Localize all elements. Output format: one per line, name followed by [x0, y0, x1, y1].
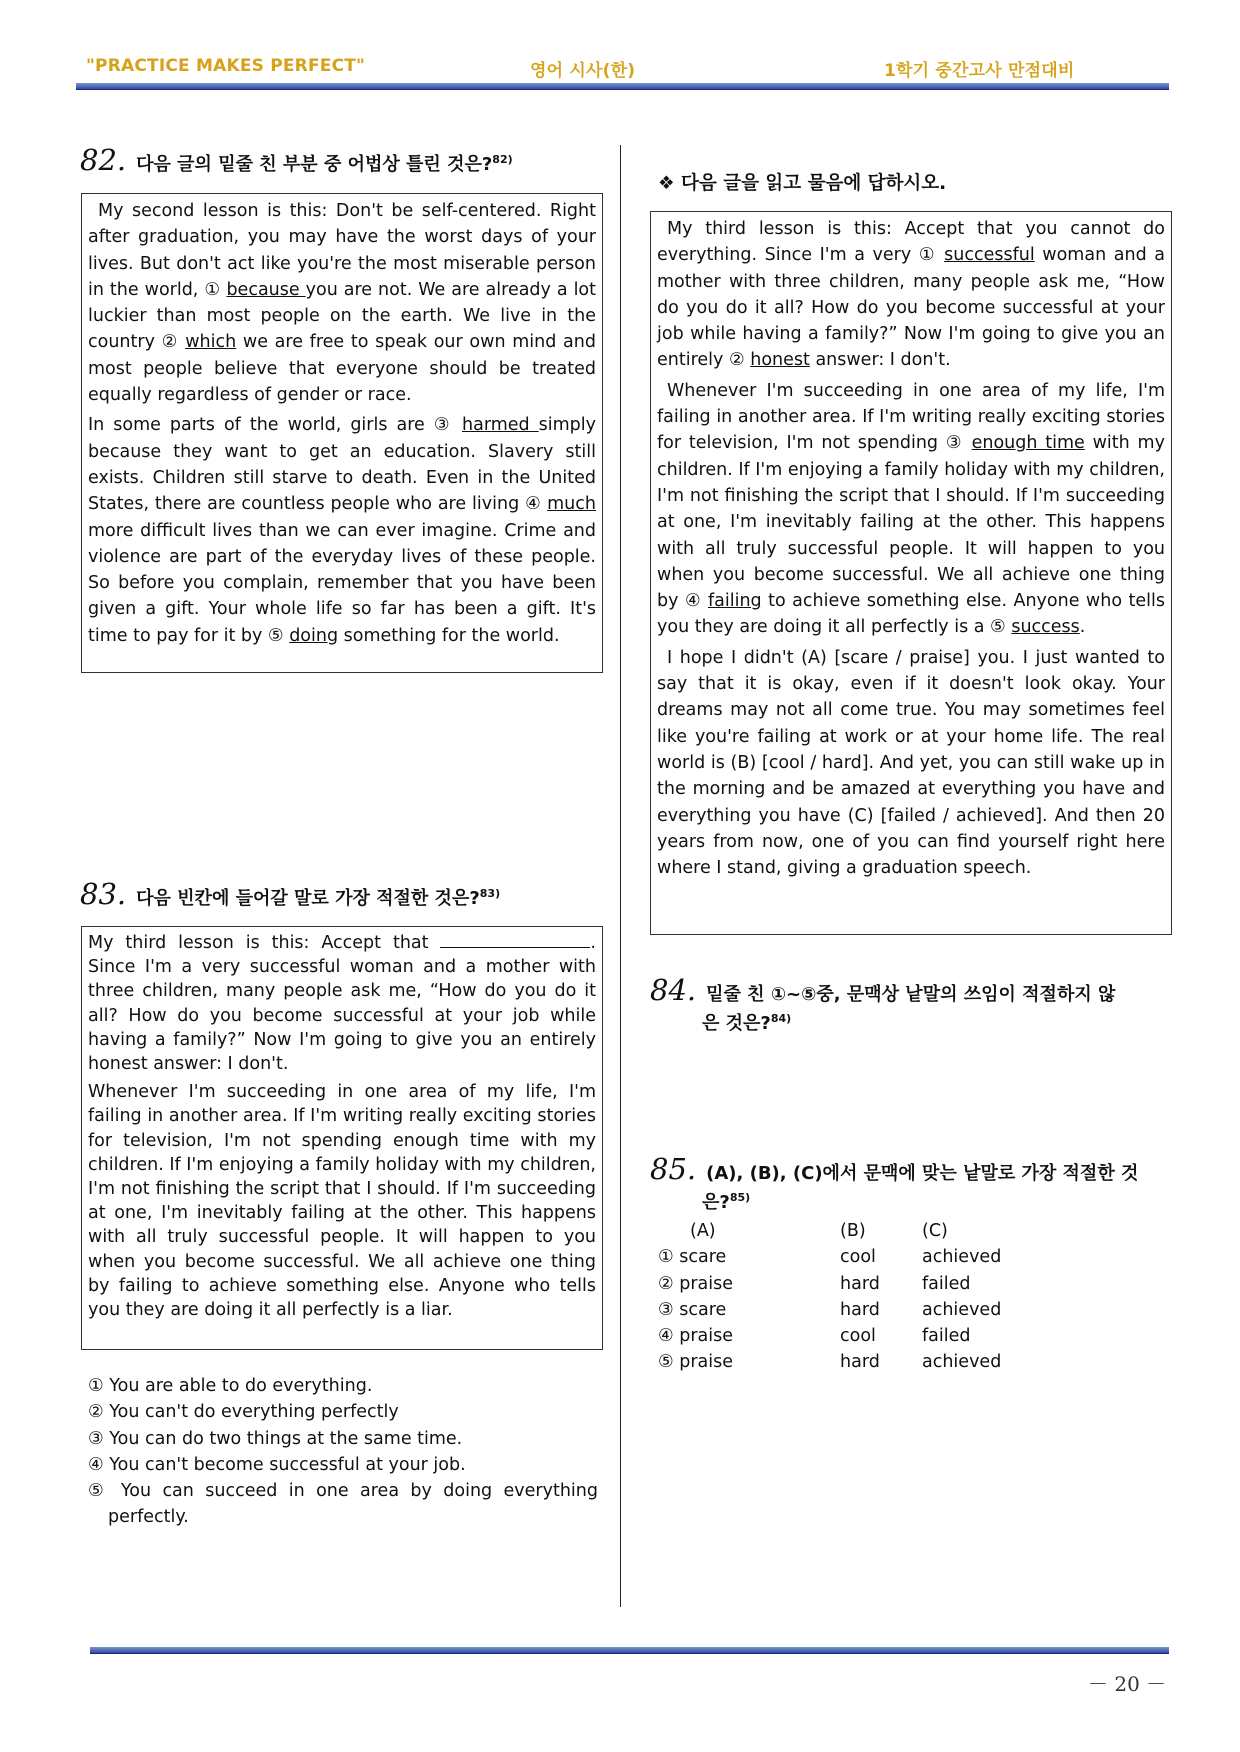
- row2-a: ② praise: [658, 1273, 734, 1294]
- q85-row-3[interactable]: [658, 1297, 1001, 1323]
- q85-row-4[interactable]: [658, 1323, 1001, 1349]
- answer-blank: [440, 931, 590, 948]
- row2-b: hard: [840, 1273, 880, 1294]
- underline-honest: honest: [750, 350, 810, 371]
- shared-paragraph-1: My third lesson is this: Accept that you cannot do everything. Since I'm a very ① successful woman and a mother with three children, many people ask me, “How do you do it all? How do you become successful at your job while having a family?” Now I'm going to give you an entirely ② honest answer: I don't.: [657, 219, 1165, 371]
- header-rule: [76, 83, 1169, 90]
- q83-choice-4[interactable]: ④ You can't become successful at your job.: [88, 1454, 466, 1475]
- q85-heading: [650, 1152, 1170, 1215]
- underline-failing: failing: [708, 591, 762, 612]
- q83-passage: [81, 926, 603, 1350]
- underline-which: which: [185, 332, 237, 353]
- row1-b: cool: [840, 1247, 876, 1268]
- footer-rule: [90, 1647, 1169, 1654]
- q82-passage: [81, 193, 603, 673]
- marker-1: ①: [918, 245, 937, 266]
- page-number: － 20 －: [1088, 1672, 1167, 1696]
- row3-b: hard: [840, 1299, 880, 1320]
- header-a: (A): [690, 1221, 716, 1241]
- marker-5: ⑤: [267, 625, 284, 646]
- q85-table-header: [658, 1218, 1001, 1244]
- q85-row-2[interactable]: [658, 1271, 1001, 1297]
- row1-c: achieved: [922, 1247, 1002, 1268]
- q83-choices: [88, 1373, 598, 1531]
- header-b: (B): [840, 1221, 866, 1241]
- q85-question-line2: 은?: [702, 1192, 730, 1213]
- marker-2: ②: [161, 332, 179, 353]
- q82-number: 82.: [80, 143, 127, 177]
- marker-3: ③: [945, 433, 964, 454]
- marker-4: ④: [525, 494, 542, 515]
- header-right: 1학기 중간고사 만점대비: [884, 61, 1075, 81]
- row5-c: achieved: [922, 1352, 1002, 1373]
- row4-b: cool: [840, 1326, 876, 1347]
- underline-harmed: harmed: [462, 415, 539, 436]
- row4-c: failed: [922, 1326, 971, 1347]
- q85-row-5[interactable]: [658, 1349, 1001, 1375]
- header-c: (C): [922, 1221, 948, 1241]
- q83-choice-5[interactable]: ⑤ You can succeed in one area by doing everything perfectly.: [88, 1481, 598, 1528]
- marker-1: ①: [204, 279, 221, 300]
- q85-question-line1: (A), (B), (C)에서 문맥에 맞는 낱말로 가장 적절한 것: [706, 1163, 1139, 1184]
- underline-much: much: [547, 494, 596, 515]
- passage-instruction: ❖ 다음 글을 읽고 물음에 답하시오.: [658, 173, 947, 194]
- shared-paragraph-2: Whenever I'm succeeding in one area of my life, I'm failing in another area. If I'm writing really exciting stories for television, I'm not spending ③ enough time with my children. If I'm enjoying a family holiday with my children, I'm not finishing the script that I should. If I'm succeeding at one, I'm inevitably failing at the other. This happens with all truly successful people. It will happen to you when you become successful. We all achieve one thing by ④ failing to achieve something else. Anyone who tells you they are doing it all perfectly is a ⑤ success.: [657, 380, 1165, 638]
- row3-a: ③ scare: [658, 1299, 727, 1320]
- marker-2: ②: [728, 350, 745, 371]
- q85-ref: 85): [729, 1191, 751, 1204]
- column-divider: [620, 145, 621, 1607]
- marker-4: ④: [684, 591, 702, 612]
- marker-3: ③: [433, 415, 453, 436]
- underline-because: because: [226, 279, 306, 300]
- q84-number: 84.: [650, 973, 697, 1007]
- row2-c: failed: [922, 1273, 971, 1294]
- row1-a: ① scare: [658, 1247, 727, 1268]
- q83-paragraph-1: My third lesson is this: Accept that . Since I'm a very successful woman and a mother with three children, many people ask me, “How do you do it all? How do you become successful at your job while having a family?” Now I'm going to give you an entirely honest answer: I don't.: [88, 933, 596, 1075]
- q84-question-line1: 밑줄 친 ①~⑤중, 문맥상 낱말의 쓰임이 적절하지 않: [706, 984, 1116, 1005]
- row4-a: ④ praise: [658, 1326, 734, 1347]
- q84-heading: [650, 973, 1170, 1036]
- header-center: 영어 시사(한): [530, 61, 636, 81]
- row5-a: ⑤ praise: [658, 1352, 734, 1373]
- shared-passage: [650, 211, 1172, 935]
- header-left: "PRACTICE MAKES PERFECT": [86, 56, 366, 76]
- row3-c: achieved: [922, 1299, 1002, 1320]
- q82-paragraph-2: In some parts of the world, girls are ③ harmed simply because they want to get an education. Slavery still exists. Children still starve to death. Even in the United States, there are countless people who are living ④ much more difficult lives than we can ever imagine. Crime and violence are part of the everyday lives of these people. So before you complain, remember that you have been given a gift. Your whole life so far has been a gift. It's time to pay for it by ⑤ doing something for the world.: [88, 415, 596, 646]
- underline-successful: successful: [944, 245, 1035, 266]
- q83-choice-2[interactable]: ② You can't do everything perfectly: [88, 1402, 399, 1423]
- underline-doing: doing: [289, 625, 339, 646]
- q84-question-line2: 은 것은?: [702, 1013, 771, 1034]
- q83-heading: [80, 877, 501, 911]
- underline-enough-time: enough time: [971, 433, 1085, 454]
- q82-question: 다음 글의 밑줄 친 부분 중 어법상 틀린 것은?: [136, 154, 493, 175]
- q83-choice-1[interactable]: ① You are able to do everything.: [88, 1376, 373, 1396]
- q84-ref: 84): [770, 1012, 792, 1025]
- q82-ref: 82): [492, 153, 513, 166]
- q85-number: 85.: [650, 1152, 697, 1186]
- q83-ref: 83): [479, 887, 501, 900]
- q85-answer-table: [658, 1218, 1001, 1376]
- underline-success: success: [1011, 617, 1080, 638]
- q83-paragraph-2: Whenever I'm succeeding in one area of my life, I'm failing in another area. If I'm writing really exciting stories for television, I'm not spending enough time with my children. If I'm enjoying a family holiday with my children, I'm not finishing the script that I should. If I'm succeeding at one, I'm inevitably failing at the other. This happens with all truly successful people. It will happen to you when you become successful. We all achieve one thing by failing to achieve something else. Anyone who tells you they are doing it all perfectly is a liar.: [88, 1082, 596, 1321]
- q82-heading: [80, 143, 513, 177]
- shared-paragraph-3: I hope I didn't (A) [scare / praise] you. I just wanted to say that it is okay, even if it doesn't look okay. Your dreams may not all come true. You may sometimes feel like you're failing at work or at your home life. The real world is (B) [cool / hard]. And yet, you can still wake up in the morning and be amazed at everything you have and everything you have (C) [failed / achieved]. And then 20 years from now, one of you can find yourself right here where I stand, giving a graduation speech.: [657, 647, 1165, 879]
- q83-number: 83.: [80, 877, 127, 911]
- q83-choice-3[interactable]: ③ You can do two things at the same time.: [88, 1428, 463, 1449]
- q82-paragraph-1: My second lesson is this: Don't be self-centered. Right after graduation, you may have the worst days of your lives. But don't act like you're the most miserable person in the world, ① because you are not. We are already a lot luckier than most people on the earth. We live in the country ② which we are free to speak our own mind and most people believe that everyone should be treated equally regardless of gender or race.: [88, 201, 597, 406]
- row5-b: hard: [840, 1352, 880, 1373]
- q83-question: 다음 빈칸에 들어갈 말로 가장 적절한 것은?: [136, 888, 480, 909]
- marker-5: ⑤: [990, 617, 1006, 638]
- q85-row-1[interactable]: [658, 1244, 1001, 1270]
